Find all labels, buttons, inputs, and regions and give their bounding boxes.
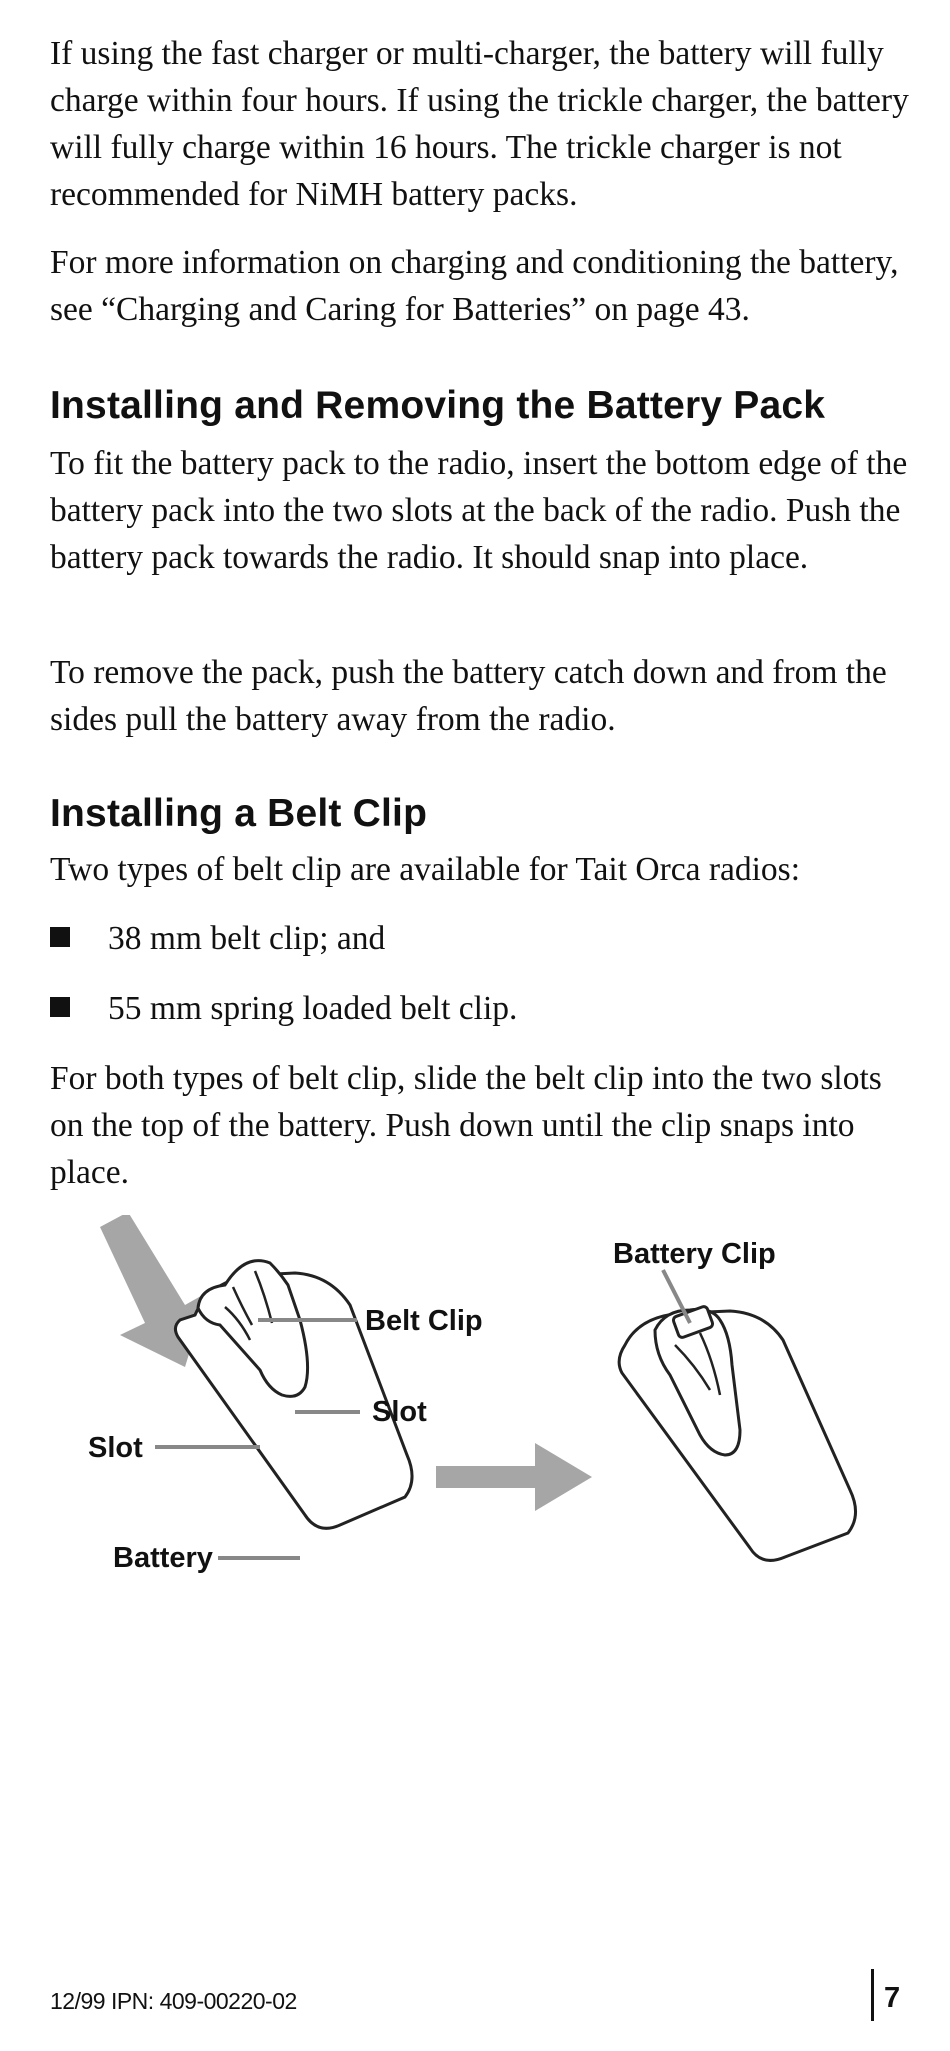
heading-belt-clip: Installing a Belt Clip	[50, 792, 428, 835]
paragraph-clip-types: Two types of belt clip are available for Tait Orca radios:	[50, 851, 801, 888]
list-item: 55 mm spring loaded belt clip.	[50, 985, 517, 1032]
label-battery: Battery	[113, 1542, 213, 1574]
paragraph-clip-instructions: For both types of belt clip, slide the belt clip into the two slots on the top of the battery. Push down until the clip snaps into place.	[50, 1060, 882, 1191]
bullet-square-icon	[50, 927, 70, 947]
bullet-square-icon	[50, 997, 70, 1017]
label-belt-clip: Belt Clip	[365, 1305, 483, 1337]
paragraph-fit-battery: To fit the battery pack to the radio, insert the bottom edge of the battery pack into the two slots at the back of the radio. Push the battery pack towards the radio. It should snap into place.	[50, 445, 908, 576]
page-number: 7	[884, 1982, 901, 2014]
paragraph-more-info: For more information on charging and conditioning the battery, see “Charging and Caring for Batteries” on page 43.	[50, 244, 899, 328]
belt-clip-figure	[50, 1215, 910, 1675]
page-divider	[871, 1969, 874, 2021]
label-battery-clip: Battery Clip	[613, 1238, 776, 1270]
list-item: 38 mm belt clip; and	[50, 915, 385, 962]
right-arrow-icon	[436, 1443, 592, 1511]
label-slot-left: Slot	[88, 1432, 143, 1464]
paragraph-charging-time: If using the fast charger or multi-charger, the battery will fully charge within four hours. If using the trickle charger, the battery will fully charge within 16 hours. The trickle charger is not recommended for NiMH battery packs.	[50, 35, 909, 213]
heading-installing-battery: Installing and Removing the Battery Pack	[50, 384, 826, 427]
belt-clip-illustration	[50, 1215, 910, 1675]
label-slot-right: Slot	[372, 1396, 427, 1428]
paragraph-remove-battery: To remove the pack, push the battery catch down and from the sides pull the battery away from the radio.	[50, 654, 887, 738]
document-reference: 12/99 IPN: 409-00220-02	[50, 1988, 297, 2014]
